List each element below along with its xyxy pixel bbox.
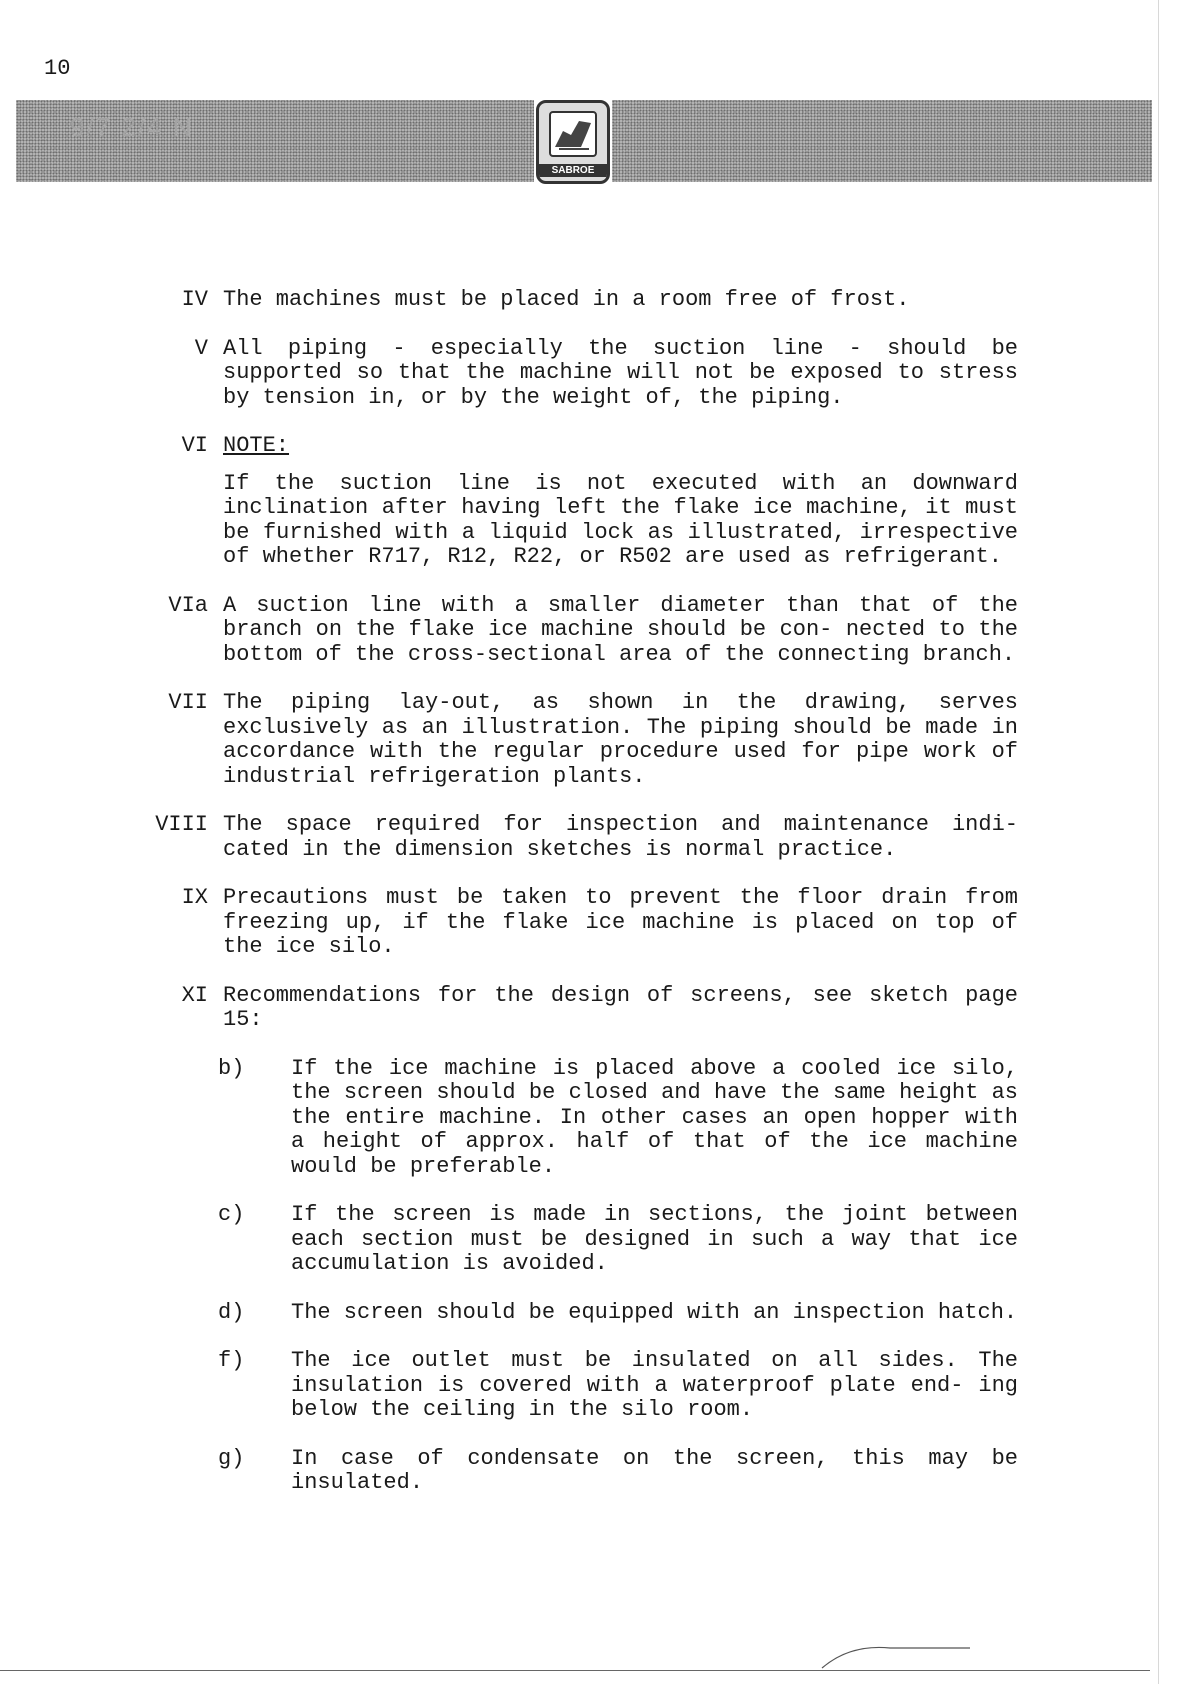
list-item bbox=[0, 984, 1191, 1033]
item-text: The piping lay-out, as shown in the drawing, serves exclusively as an illustration. The piping should be made in accordance with the regular procedure used for pipe work of industrial refrigeration plants. bbox=[223, 690, 1018, 789]
item-text: If the suction line is not executed with an downward inclination after having left the flake ice machine, it must be furnished with a liquid lock as illustrated, irrespective of whether R717, R12, R22, or R502 are used as refrigerant. bbox=[223, 470, 1018, 569]
note-title: NOTE: bbox=[223, 433, 290, 458]
header-text: 9/7 2/4 N bbox=[70, 112, 194, 142]
pen-mark bbox=[820, 1640, 980, 1670]
bottom-rule bbox=[0, 1670, 1150, 1671]
page-number: 10 bbox=[44, 56, 71, 81]
subitem-label: c) bbox=[218, 1202, 245, 1227]
item-label: V bbox=[194, 335, 208, 361]
item-label: VII bbox=[168, 690, 208, 715]
item-text: The space required for inspection and maintenance indi- cated in the dimension sketches is normal practice. bbox=[223, 812, 1018, 862]
item-label: VIII bbox=[155, 812, 208, 837]
item-text: A suction line with a smaller diameter than that of the branch on the flake ice machine should be con- nected to the bottom of the cross-sectional area of the connecting branch. bbox=[223, 592, 1018, 667]
list-item bbox=[0, 886, 1191, 960]
list-item bbox=[0, 288, 1191, 313]
sub-list-item bbox=[0, 1447, 1191, 1496]
subitem-text: The ice outlet must be insulated on all sides. The insulation is covered with a waterproof plate end- ing below the ceiling in the silo room. bbox=[291, 1348, 1018, 1422]
subitem-text: If the ice machine is placed above a cooled ice silo, the screen should be closed and have the same height as the entire machine. In other cases an open hopper with a height of approx. half of that of the ice machine would be preferable. bbox=[291, 1055, 1018, 1179]
item-label: IV bbox=[181, 287, 208, 312]
item-text: Recommendations for the design of screens, see sketch page 15: bbox=[223, 982, 1018, 1032]
header-band-left bbox=[16, 100, 534, 182]
sabroe-logo bbox=[536, 100, 610, 184]
item-label: VIa bbox=[168, 592, 208, 618]
sub-list-item bbox=[0, 1301, 1191, 1326]
subitem-text: In case of condensate on the screen, this may be insulated. bbox=[291, 1445, 1018, 1495]
sub-list-item bbox=[0, 1057, 1191, 1180]
subitem-label: g) bbox=[218, 1445, 245, 1471]
polar-bear-icon bbox=[549, 111, 597, 157]
subitem-label: f) bbox=[218, 1348, 245, 1373]
header-band-right bbox=[612, 100, 1152, 182]
logo-word: SABROE bbox=[539, 164, 607, 177]
subitem-text: If the screen is made in sections, the joint between each section must be designed in such a way that ice accumulation is avoided. bbox=[291, 1202, 1018, 1276]
item-text: Precautions must be taken to prevent the floor drain from freezing up, if the flake ice machine is placed on top of the ice silo. bbox=[223, 885, 1018, 959]
item-label: XI bbox=[181, 982, 208, 1008]
list-item bbox=[0, 813, 1191, 862]
subitem-label: b) bbox=[218, 1055, 245, 1081]
list-item bbox=[0, 337, 1191, 411]
list-item bbox=[0, 434, 1191, 570]
list-item bbox=[0, 594, 1191, 668]
list-item bbox=[0, 691, 1191, 789]
sub-list-item bbox=[0, 1203, 1191, 1277]
item-text: The machines must be placed in a room free of frost. bbox=[223, 287, 910, 312]
right-margin-rule bbox=[1158, 0, 1159, 1684]
subitem-label: d) bbox=[218, 1299, 245, 1325]
item-label: IX bbox=[181, 885, 208, 910]
document-body bbox=[0, 288, 1191, 1520]
item-text: All piping - especially the suction line - should be supported so that the machine will not be exposed to stress by tension in, or by the weight of, the piping. bbox=[223, 335, 1018, 410]
sub-list-item bbox=[0, 1349, 1191, 1423]
subitem-text: The screen should be equipped with an inspection hatch. bbox=[291, 1299, 1018, 1325]
item-label: VI bbox=[181, 433, 208, 458]
